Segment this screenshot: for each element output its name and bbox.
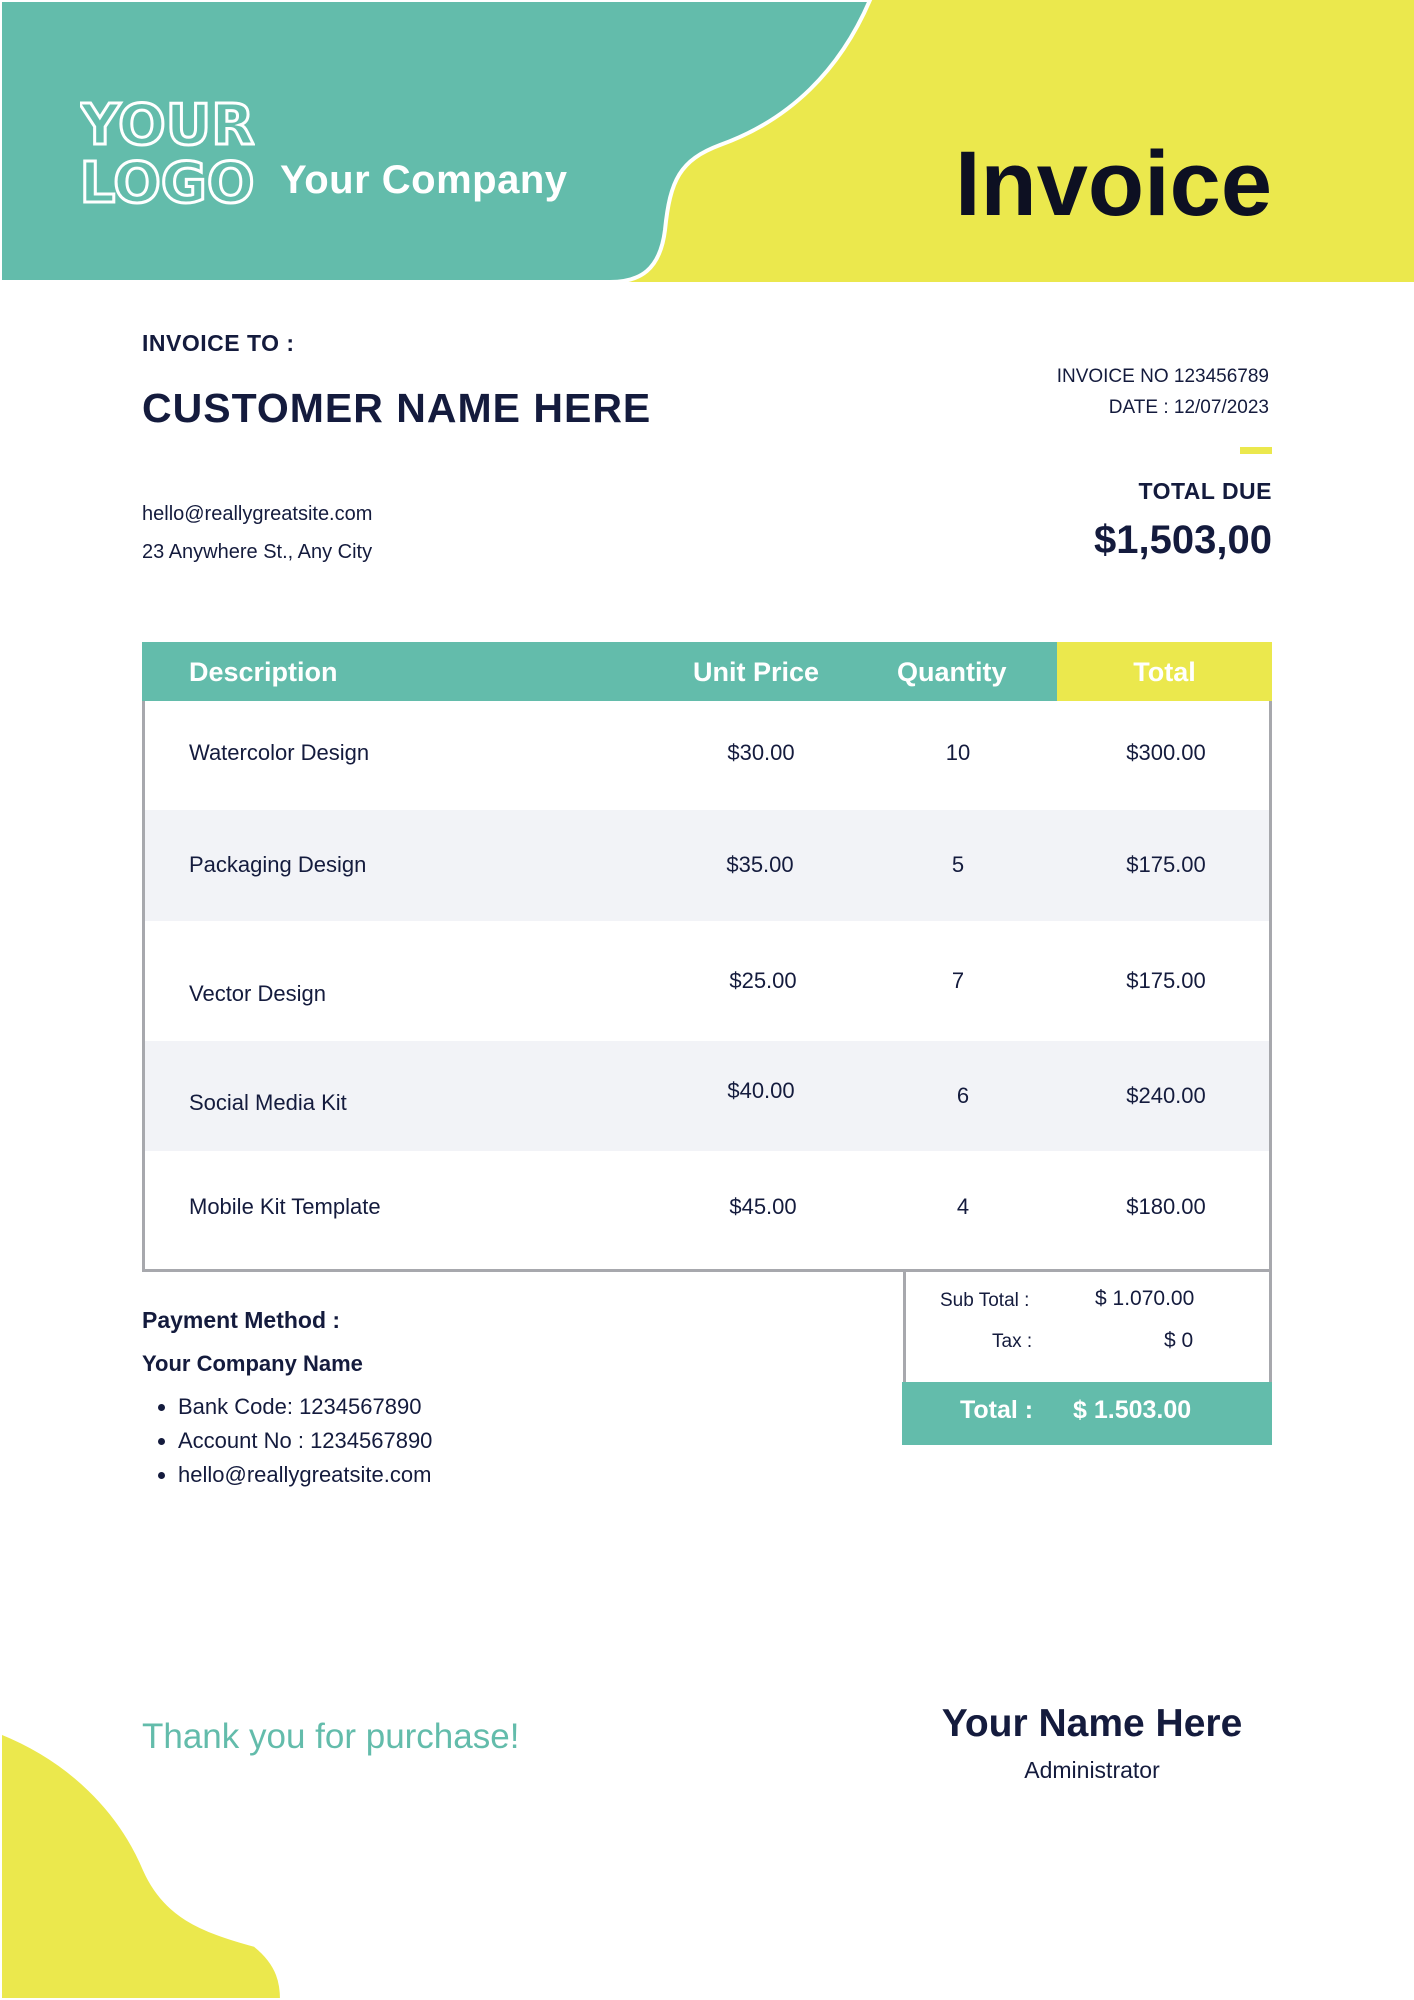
invoice-to-label: INVOICE TO :: [142, 330, 295, 356]
row-unit-price: $30.00: [727, 740, 795, 765]
row-total: $300.00: [1126, 740, 1206, 765]
row-unit-price: $25.00: [729, 968, 797, 993]
row-unit-price: $45.00: [729, 1194, 797, 1219]
subtotal-value: $ 1.070.00: [1095, 1287, 1195, 1310]
grand-total-value: $ 1.503.00: [1073, 1396, 1192, 1424]
customer-name: CUSTOMER NAME HERE: [142, 385, 652, 431]
row-description: Packaging Design: [189, 852, 367, 877]
row-description: Mobile Kit Template: [189, 1194, 381, 1219]
invoice-number: INVOICE NO 123456789: [1056, 366, 1269, 387]
summary-box: [903, 1272, 1272, 1382]
payment-bank-code: • Bank Code: 1234567890: [178, 1390, 432, 1424]
invoice-title: Invoice: [954, 133, 1272, 235]
payment-method-title: Payment Method :: [142, 1307, 341, 1333]
row-quantity: 6: [956, 1083, 970, 1108]
row-quantity: 7: [951, 968, 965, 993]
signatory-name: Your Name Here: [941, 1702, 1243, 1745]
row-total: $180.00: [1126, 1194, 1206, 1219]
header-quantity: Quantity: [897, 657, 1007, 687]
invoice-date: DATE : 12/07/2023: [1108, 397, 1269, 418]
customer-address: 23 Anywhere St., Any City: [142, 541, 373, 563]
logo-text-top: YOUR: [80, 93, 255, 158]
grand-total-label: Total :: [960, 1396, 1034, 1424]
thank-you-message: Thank you for purchase!: [142, 1717, 520, 1756]
header-total: Total: [1133, 657, 1196, 687]
payment-email: • hello@reallygreatsite.com: [178, 1458, 432, 1492]
accent-divider: [1240, 447, 1272, 454]
row-total: $175.00: [1126, 968, 1206, 993]
row-quantity: 4: [956, 1194, 970, 1219]
payment-account-no: • Account No : 1234567890: [178, 1424, 432, 1458]
logo-text-bottom: LOGO: [80, 151, 255, 208]
total-due-amount: $1,503,00: [1094, 518, 1272, 562]
row-total: $175.00: [1126, 852, 1206, 877]
payment-company-name: Your Company Name: [142, 1351, 363, 1376]
footer-yellow-blob: [0, 1732, 282, 2000]
row-total: $240.00: [1126, 1083, 1206, 1108]
row-unit-price: $40.00: [727, 1078, 795, 1103]
signatory-role: Administrator: [1024, 1757, 1160, 1783]
subtotal-label: Sub Total :: [940, 1290, 1030, 1311]
header-unit-price: Unit Price: [693, 657, 820, 687]
payment-details-list: [142, 1390, 432, 1492]
row-quantity: 5: [951, 852, 965, 877]
company-name: Your Company: [280, 158, 568, 202]
tax-label: Tax :: [992, 1331, 1033, 1352]
row-description: Social Media Kit: [189, 1090, 347, 1115]
row-description: Vector Design: [189, 981, 326, 1006]
header-description: Description: [189, 657, 338, 687]
row-quantity: 10: [945, 740, 971, 765]
customer-email: hello@reallygreatsite.com: [142, 503, 373, 525]
row-description: Watercolor Design: [189, 740, 370, 765]
tax-value: $ 0: [1164, 1329, 1194, 1352]
items-table: [142, 642, 1272, 1272]
logo-icon: [80, 86, 255, 208]
row-unit-price: $35.00: [726, 852, 794, 877]
total-due-label: TOTAL DUE: [1138, 478, 1272, 504]
